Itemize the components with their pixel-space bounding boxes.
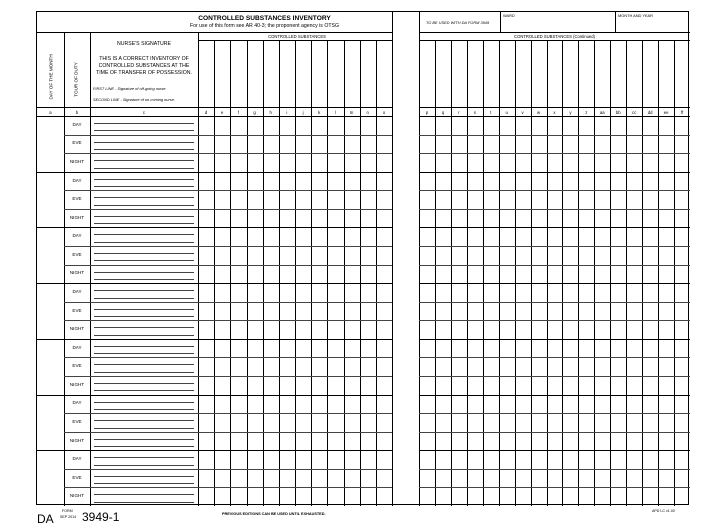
substance-col-divider	[435, 40, 436, 506]
shift-divider	[419, 265, 690, 266]
shift-label: NIGHT	[69, 214, 85, 220]
signature-line-off-going	[94, 402, 194, 403]
letter-row-top-right	[419, 107, 690, 108]
shift-divider	[419, 153, 690, 154]
substance-col-label: i	[286, 110, 288, 115]
signature-line-on-coming	[94, 335, 194, 336]
signature-line-off-going	[94, 309, 194, 310]
substance-col-label: h	[269, 110, 272, 115]
shift-divider	[64, 376, 392, 377]
shift-divider	[419, 190, 690, 191]
substance-col-divider	[483, 40, 484, 506]
signature-line-on-coming	[94, 149, 194, 150]
day-divider	[419, 227, 690, 228]
shift-label: DAY	[72, 400, 82, 406]
signature-line-on-coming	[94, 316, 194, 317]
signature-line-off-going	[94, 383, 194, 384]
ward-divider	[500, 12, 501, 32]
shift-label: DAY	[72, 121, 82, 127]
substance-col-label: k	[318, 110, 321, 115]
substance-col-divider	[658, 40, 659, 506]
shift-divider	[64, 302, 392, 303]
substance-col-divider	[515, 40, 516, 506]
shift-label: NIGHT	[69, 270, 85, 276]
signature-line-on-coming	[94, 502, 194, 503]
nurse-signature-label: NURSE'S SIGNATURE	[117, 41, 171, 47]
substance-col-divider	[230, 40, 231, 506]
signature-line-on-coming	[94, 390, 194, 391]
substance-col-divider	[263, 40, 264, 506]
shift-divider	[64, 135, 392, 136]
signature-line-off-going	[94, 272, 194, 273]
substance-col-label: ee	[663, 110, 669, 115]
substance-col-divider	[295, 40, 296, 506]
col-b-divider	[90, 32, 91, 506]
substance-col-divider	[247, 40, 248, 506]
day-divider	[419, 450, 690, 451]
day-divider	[37, 450, 392, 451]
signature-line-on-coming	[94, 168, 194, 169]
signature-line-off-going	[94, 346, 194, 347]
substance-col-divider	[547, 40, 548, 506]
substance-col-divider	[674, 40, 675, 506]
shift-label: NIGHT	[69, 158, 85, 164]
shift-label: EVE	[72, 363, 82, 369]
shift-divider	[64, 265, 392, 266]
month-divider	[615, 12, 616, 32]
substance-col-label: ff	[680, 110, 684, 115]
shift-divider	[64, 487, 392, 488]
col-a-label: a	[49, 110, 52, 115]
shift-label: EVE	[72, 251, 82, 257]
grid-top-right	[419, 116, 690, 117]
shift-divider	[419, 302, 690, 303]
second-line-note: SECOND LINE - Signature of on-coming nurse.	[93, 97, 175, 102]
day-divider	[37, 339, 392, 340]
shift-label: DAY	[72, 233, 82, 239]
substance-col-label: n	[366, 110, 369, 115]
day-divider	[419, 395, 690, 396]
substance-col-label: l	[334, 110, 336, 115]
shift-label: NIGHT	[69, 326, 85, 332]
shift-divider	[64, 432, 392, 433]
signature-line-on-coming	[94, 186, 194, 187]
substance-col-label: p	[425, 110, 429, 115]
substance-col-label: e	[221, 110, 224, 115]
substance-col-divider	[344, 40, 345, 506]
tour-of-duty-label: TOUR OF DUTY	[73, 62, 79, 97]
ward-label: WARD	[503, 13, 515, 18]
footer-apd: APD LC v1.00	[652, 509, 675, 513]
substance-col-label: bb	[615, 110, 621, 115]
signature-line-off-going	[94, 327, 194, 328]
col-c-divider	[198, 32, 199, 506]
substance-col-label: z	[585, 110, 588, 115]
signature-line-off-going	[94, 476, 194, 477]
shift-divider	[419, 135, 690, 136]
substance-col-label: o	[382, 110, 386, 115]
shift-divider	[419, 469, 690, 470]
day-divider	[419, 339, 690, 340]
signature-line-off-going	[94, 123, 194, 124]
shift-divider	[419, 357, 690, 358]
signature-line-off-going	[94, 142, 194, 143]
substance-col-label: f	[237, 110, 239, 115]
signature-line-off-going	[94, 457, 194, 458]
shift-divider	[64, 190, 392, 191]
substance-col-label: x	[553, 110, 556, 115]
substance-col-divider	[360, 40, 361, 506]
substance-col-label: d	[204, 110, 208, 115]
shift-divider	[419, 246, 690, 247]
signature-line-on-coming	[94, 298, 194, 299]
substance-col-divider	[531, 40, 532, 506]
substance-col-divider	[610, 40, 611, 506]
signature-line-off-going	[94, 197, 194, 198]
shift-divider	[419, 413, 690, 414]
shift-label: EVE	[72, 474, 82, 480]
controlled-substances-form	[36, 11, 689, 505]
substance-col-divider	[467, 40, 468, 506]
footer-form-word: FORM	[62, 509, 73, 513]
substance-col-label: u	[505, 110, 508, 115]
shift-divider	[64, 153, 392, 154]
substance-col-divider	[279, 40, 280, 506]
signature-line-on-coming	[94, 279, 194, 280]
shift-divider	[419, 487, 690, 488]
shift-divider	[64, 209, 392, 210]
signature-line-on-coming	[94, 260, 194, 261]
section-divider-left	[392, 12, 393, 506]
signature-line-on-coming	[94, 409, 194, 410]
form-subtitle: For use of this form see AR 40-3; the proponent agency is OTSG	[189, 23, 340, 29]
signature-line-on-coming	[94, 372, 194, 373]
substance-col-divider	[451, 40, 452, 506]
shift-label: EVE	[72, 418, 82, 424]
signature-line-on-coming	[94, 242, 194, 243]
signature-line-off-going	[94, 234, 194, 235]
signature-line-on-coming	[94, 465, 194, 466]
day-divider	[37, 283, 392, 284]
shift-divider	[419, 376, 690, 377]
substance-col-label: s	[473, 110, 476, 115]
substance-col-divider	[578, 40, 579, 506]
substance-col-divider	[626, 40, 627, 506]
form-title: CONTROLLED SUBSTANCES INVENTORY	[198, 15, 331, 22]
footer-da: DA	[37, 512, 54, 526]
controlled-substances-continued-label: CONTROLLED SUBSTANCES (Continued)	[514, 34, 595, 39]
shift-label: EVE	[72, 140, 82, 146]
substance-col-label: r	[458, 110, 460, 115]
substance-col-divider	[594, 40, 595, 506]
substance-col-label: cc	[632, 110, 637, 115]
shift-label: NIGHT	[69, 437, 85, 443]
substance-col-divider	[311, 40, 312, 506]
shift-divider	[419, 209, 690, 210]
day-divider	[37, 172, 392, 173]
grid-top-left	[37, 116, 392, 117]
statement-line-3: TIME OF TRANSFER OF POSSESSION.	[96, 70, 192, 76]
signature-line-off-going	[94, 420, 194, 421]
day-divider	[419, 283, 690, 284]
statement-line-2: CONTROLLED SUBSTANCES AT THE	[98, 63, 190, 69]
signature-line-off-going	[94, 494, 194, 495]
substance-col-label: g	[253, 110, 256, 115]
month-year-label: MONTH AND YEAR	[618, 13, 653, 18]
day-of-month-label: DAY OF THE MONTH	[48, 54, 54, 100]
signature-line-on-coming	[94, 353, 194, 354]
substance-col-divider	[376, 40, 377, 506]
shift-label: DAY	[72, 288, 82, 294]
first-line-note: FIRST LINE - Signature of off-going nurse.	[93, 86, 167, 91]
substance-col-divider	[562, 40, 563, 506]
signature-line-off-going	[94, 253, 194, 254]
shift-divider	[64, 413, 392, 414]
signature-line-off-going	[94, 290, 194, 291]
substance-col-label: t	[490, 110, 492, 115]
substance-col-divider	[642, 40, 643, 506]
signature-line-on-coming	[94, 130, 194, 131]
controlled-substances-label: CONTROLLED SUBSTANCES	[268, 34, 326, 39]
col-a-divider	[64, 32, 65, 506]
substance-col-label: aa	[599, 110, 605, 115]
header-divider-right	[419, 32, 690, 33]
substance-col-label: y	[569, 110, 572, 115]
substance-col-label: q	[441, 110, 445, 115]
substance-col-label: w	[536, 110, 541, 115]
substance-col-label: v	[521, 110, 524, 115]
col-c-label: c	[142, 110, 146, 115]
day-divider	[419, 172, 690, 173]
signature-line-off-going	[94, 364, 194, 365]
shift-divider	[419, 320, 690, 321]
signature-line-off-going	[94, 160, 194, 161]
col-b-label: b	[75, 110, 79, 115]
signature-line-on-coming	[94, 428, 194, 429]
signature-line-on-coming	[94, 223, 194, 224]
signature-line-off-going	[94, 216, 194, 217]
signature-line-off-going	[94, 179, 194, 180]
substances-underline-right	[419, 40, 690, 41]
shift-label: NIGHT	[69, 381, 85, 387]
shift-label: NIGHT	[69, 493, 85, 499]
shift-divider	[419, 432, 690, 433]
day-divider	[37, 395, 392, 396]
statement-line-1: THIS IS A CORRECT INVENTORY OF	[99, 56, 189, 62]
shift-label: EVE	[72, 196, 82, 202]
shift-divider	[64, 246, 392, 247]
shift-divider	[64, 357, 392, 358]
shift-divider	[64, 469, 392, 470]
substance-col-label: dd	[647, 110, 653, 115]
substance-col-divider	[214, 40, 215, 506]
signature-line-off-going	[94, 439, 194, 440]
substance-col-divider	[327, 40, 328, 506]
signature-line-on-coming	[94, 205, 194, 206]
substance-col-label: j	[302, 110, 304, 115]
substance-col-label: m	[349, 110, 354, 115]
shift-label: DAY	[72, 344, 82, 350]
footer-date: SEP 2014	[60, 515, 77, 519]
to-be-used-note: TO BE USED WITH DA FORM 3949	[426, 20, 490, 25]
signature-line-on-coming	[94, 483, 194, 484]
shift-divider	[64, 320, 392, 321]
footer-previous-editions: PREVIOUS EDITIONS CAN BE USED UNTIL EXHAUSTED.	[222, 512, 326, 516]
shift-label: DAY	[72, 456, 82, 462]
shift-label: DAY	[72, 177, 82, 183]
shift-label: EVE	[72, 307, 82, 313]
signature-line-on-coming	[94, 446, 194, 447]
substance-col-divider	[499, 40, 500, 506]
footer-form-number: 3949-1	[82, 510, 120, 524]
day-divider	[37, 227, 392, 228]
